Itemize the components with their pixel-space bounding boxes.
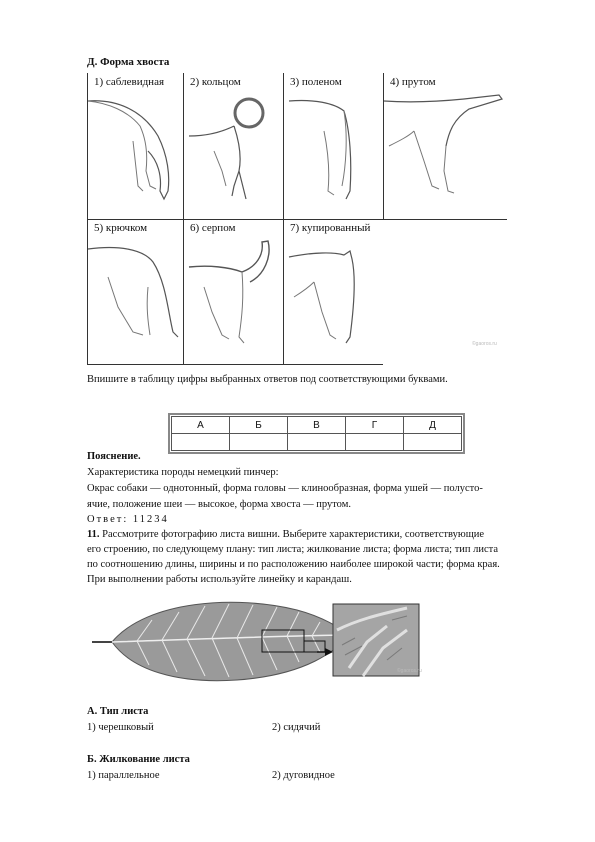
cherry-leaf-figure: [87, 590, 427, 690]
answer-cell[interactable]: [172, 434, 230, 451]
part-b-title: Б. Жилкование листа: [87, 754, 190, 765]
task-text: Рассмотрите фотографию листа вишни. Выберите характеристики, соответствующие: [102, 529, 485, 540]
explanation-line: Характеристика породы немецкий пинчер:: [87, 467, 279, 478]
grid-divider: [87, 364, 383, 365]
task-11-line: его строению, по следующему плану: тип листа; жилкование листа; форма листа; тип листа: [87, 544, 499, 555]
cherry-leaf-drawing: [87, 590, 427, 690]
watermark: ©gaoros.ru: [397, 668, 422, 674]
tail-option-2: [183, 73, 284, 219]
part-b-option-1[interactable]: 1) параллельное: [87, 770, 160, 781]
tail-option-3: [283, 73, 384, 219]
table-header-cell: В: [288, 417, 346, 434]
table-answer-row: [172, 434, 462, 451]
task-11-line: по соотношению длины, ширины и по расположению наиболее широкой части; форма края.: [87, 559, 500, 570]
tail-option-7: [283, 219, 384, 365]
tail-log-drawing: [284, 91, 384, 219]
tail-option-4: [383, 73, 508, 219]
tail-option-6: [183, 219, 284, 365]
table-header-cell: А: [172, 417, 230, 434]
tail-rod-drawing: [384, 91, 508, 219]
answer-table: [171, 416, 462, 451]
section-title: Д. Форма хвоста: [87, 56, 170, 68]
answer-cell[interactable]: [230, 434, 288, 451]
table-header-cell: Г: [346, 417, 404, 434]
part-b-option-2[interactable]: 2) дуговидное: [272, 770, 335, 781]
explanation-title: Пояснение.: [87, 451, 141, 462]
answer-line: [87, 512, 169, 527]
tail-option-label: 5) крючком: [94, 222, 148, 234]
explanation-line: Окрас собаки — однотонный, форма головы — клинообразная, форма ушей — полусто-: [87, 483, 483, 494]
tail-saber-drawing: [88, 91, 184, 219]
answer-value: 11234: [132, 514, 169, 525]
table-header-cell: Б: [230, 417, 288, 434]
tail-option-label: 3) поленом: [290, 76, 342, 88]
tail-docked-drawing: [284, 237, 384, 365]
task-11-line: [87, 527, 484, 542]
table-header-row: [172, 417, 462, 434]
instruction-text: Впишите в таблицу цифры выбранных ответов под соответствующими буквами.: [87, 374, 448, 385]
part-a-option-2[interactable]: 2) сидячий: [272, 722, 321, 733]
tail-option-label: 4) прутом: [390, 76, 436, 88]
tail-sickle-drawing: [184, 237, 284, 365]
tail-option-1: [87, 73, 184, 219]
task-11-line: При выполнении работы используйте линейку и карандаш.: [87, 574, 352, 585]
tail-option-label: 6) серпом: [190, 222, 236, 234]
answer-label: Ответ:: [87, 514, 129, 525]
tail-shapes-grid: [87, 73, 507, 365]
tail-option-5: [87, 219, 184, 365]
tail-option-label: 1) саблевидная: [94, 76, 165, 88]
answer-cell[interactable]: [288, 434, 346, 451]
watermark: ©gaoros.ru: [472, 341, 497, 347]
tail-option-label: 2) кольцом: [190, 76, 241, 88]
tail-ring-drawing: [184, 91, 284, 219]
tail-hook-drawing: [88, 237, 184, 365]
task-number: 11.: [87, 529, 100, 540]
table-header-cell: Д: [404, 417, 462, 434]
answer-cell[interactable]: [346, 434, 404, 451]
tail-option-label: 7) купированный: [290, 222, 371, 234]
explanation-line: ячие, положение шеи — высокое, форма хвоста — прутом.: [87, 499, 351, 510]
part-a-option-1[interactable]: 1) черешковый: [87, 722, 154, 733]
answer-cell[interactable]: [404, 434, 462, 451]
part-a-title: А. Тип листа: [87, 706, 149, 717]
